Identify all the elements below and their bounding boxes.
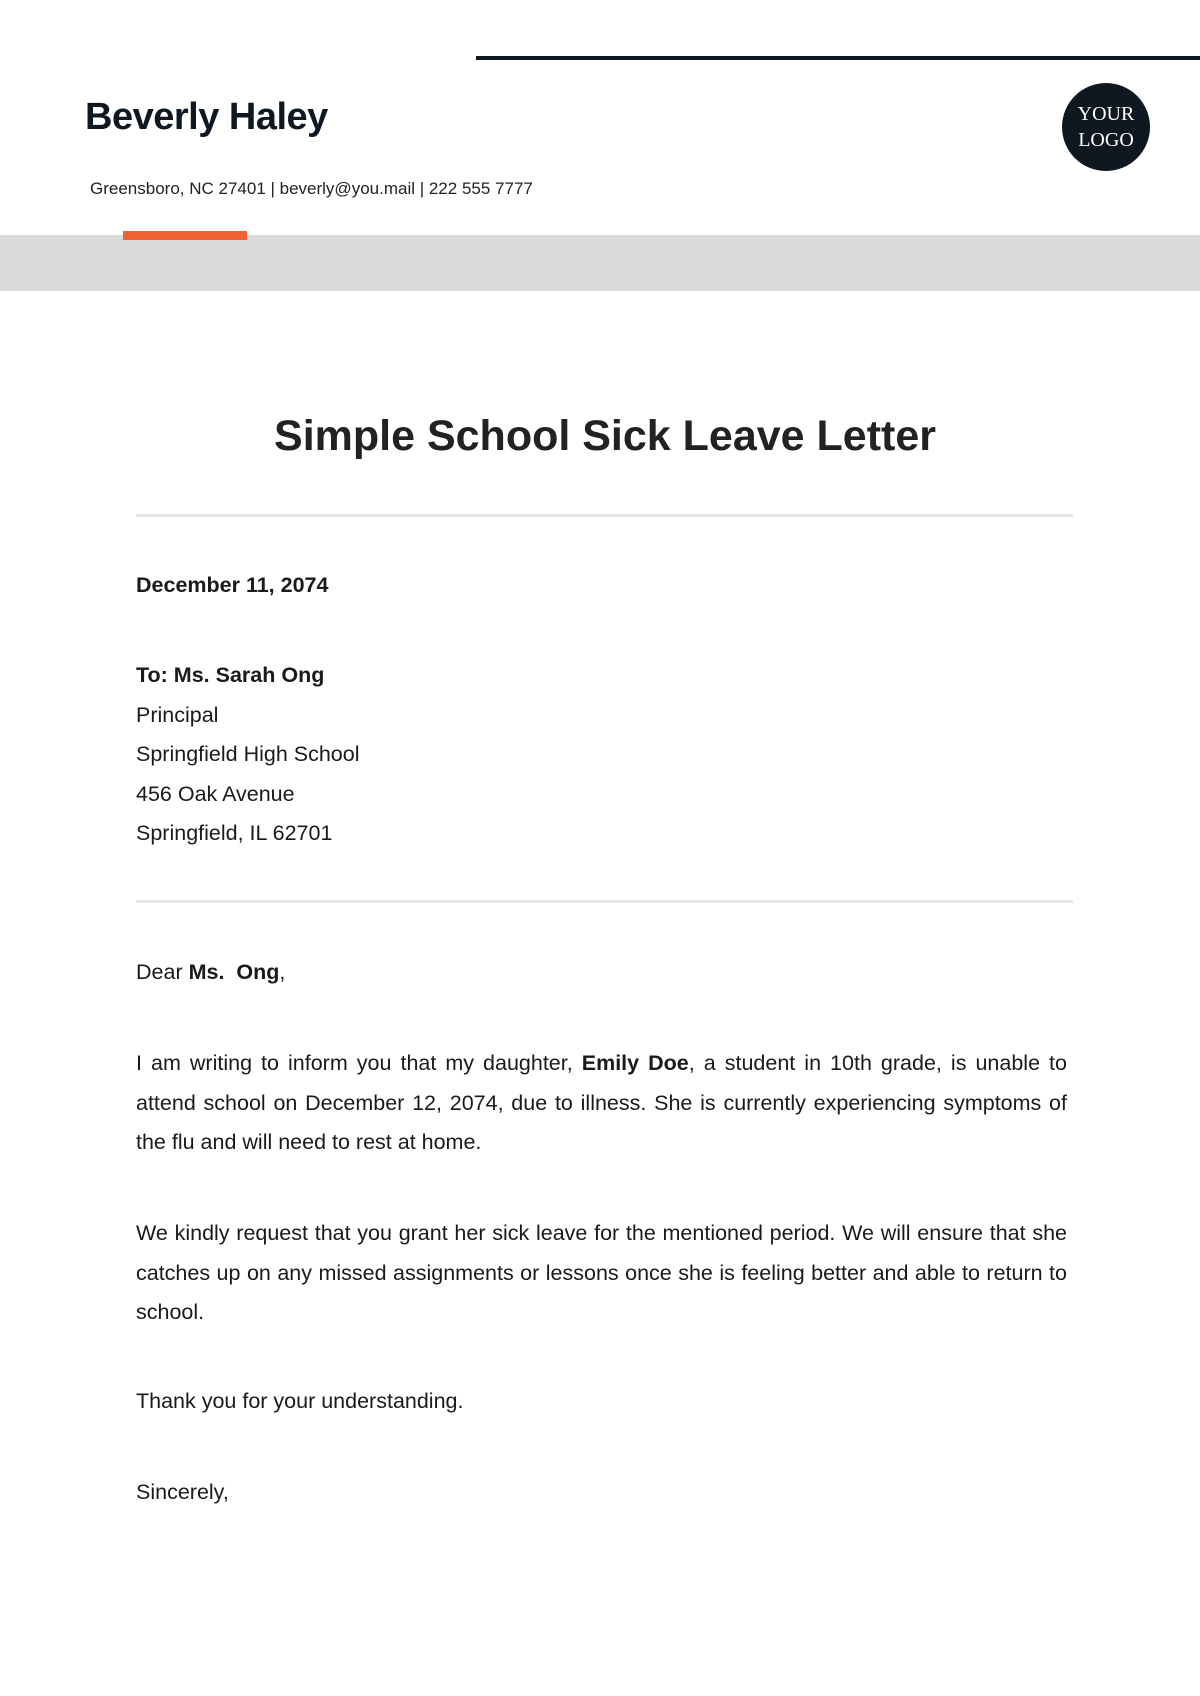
recipient-line: Springfield High School	[136, 742, 360, 766]
student-name: Emily Doe	[581, 1051, 689, 1075]
p1-text: , a student in 10th grade, is unable to attend school on December 12, 2074, due to illness. She is currently experiencing symptoms of the flu and will need to rest at home.	[136, 1051, 1067, 1154]
recipient-to: To: Ms. Sarah Ong	[136, 663, 325, 687]
p1-text: I am writing to inform you that my daughter,	[136, 1051, 582, 1075]
logo-text-1: YOUR	[1077, 103, 1135, 125]
sender-name: Beverly Haley	[85, 96, 328, 138]
logo-text-2: LOGO	[1078, 129, 1134, 151]
letter-date: December 11, 2074	[136, 573, 329, 597]
salutation-prefix: Dear	[136, 960, 189, 984]
divider	[136, 514, 1073, 517]
recipient-line: Springfield, IL 62701	[136, 821, 333, 845]
recipient-line: Principal	[136, 702, 219, 727]
letter-title: Simple School Sick Leave Letter	[274, 412, 936, 460]
body-paragraph-3: Thank you for your understanding.	[136, 1389, 464, 1413]
accent-bar	[123, 231, 247, 240]
logo-placeholder	[1062, 83, 1150, 171]
sender-contact: Greensboro, NC 27401 | beverly@you.mail | 222 555 7777	[90, 179, 533, 198]
recipient-line: 456 Oak Avenue	[136, 781, 295, 806]
header-band	[0, 235, 1200, 291]
recipient-block	[136, 656, 1067, 854]
header-rule	[476, 56, 1200, 60]
closing: Sincerely,	[136, 1480, 229, 1504]
body-paragraph-2: We kindly request that you grant her sick leave for the mentioned period. We will ensure that she catches up on any missed assignments or lessons once she is feeling better and able to return to school.	[136, 1221, 1067, 1324]
body-paragraph-1	[136, 1044, 1067, 1163]
salutation	[136, 953, 1067, 993]
salutation-suffix: ,	[279, 960, 286, 984]
salutation-name: Ms. Ong	[188, 960, 280, 984]
divider	[136, 900, 1073, 903]
